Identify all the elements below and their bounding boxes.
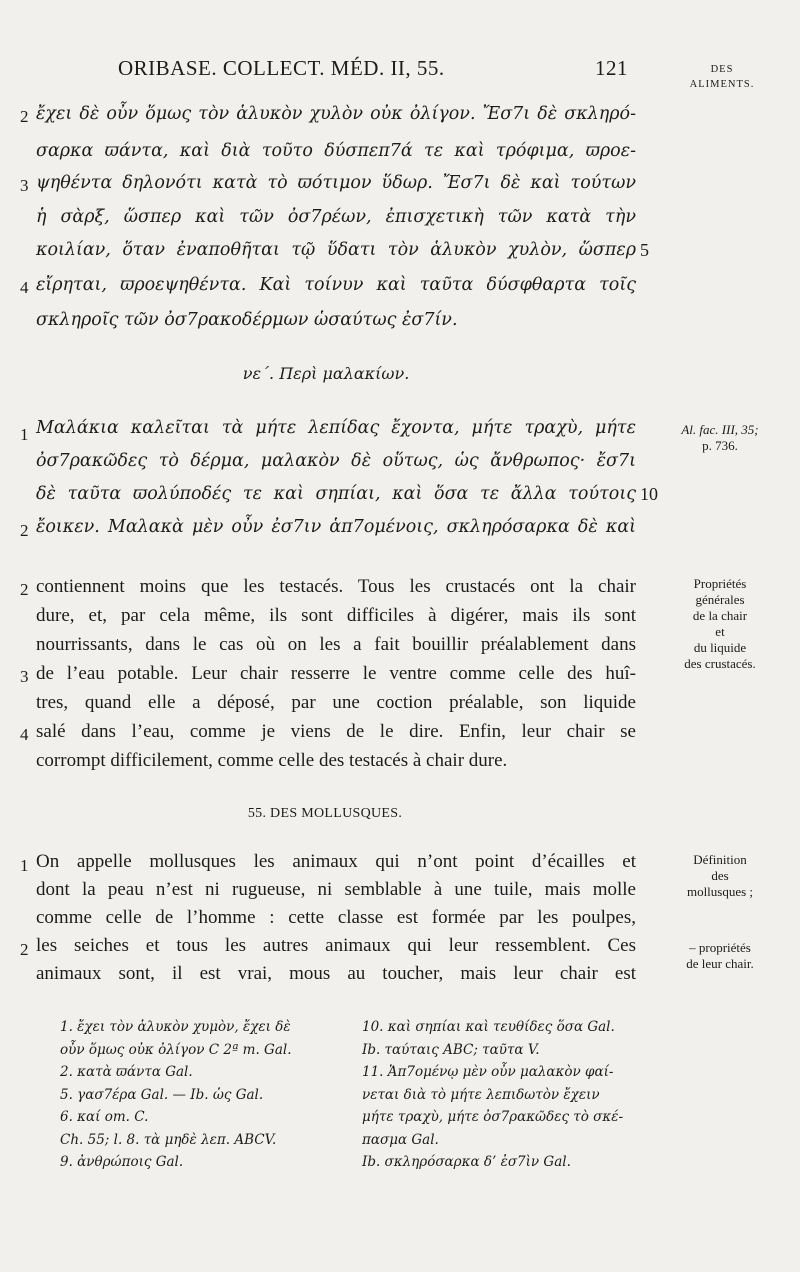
greek-line: ψηθέντα δηλονότι κατὰ τὸ ϖότιμον ὕδωρ. Ἔσ7ι δὲ καὶ τούτων — [36, 173, 636, 193]
greek-line: ἔοικεν. Μαλακὰ μὲν οὖν ἐσ7ιν ἁπ7ομένοις, σκληρόσαρκα δὲ καὶ — [36, 517, 636, 537]
side-note-line: p. 736. — [702, 438, 738, 453]
footnote-line: μήτε τραχὺ, μήτε ὀσ7ρακῶδες τὸ σκέ- — [362, 1109, 624, 1125]
side-note-definition — [658, 852, 782, 900]
paragraph-number: 3 — [20, 176, 29, 195]
greek-line: σαρκα ϖάντα, καὶ διὰ τοῦτο δύσπεπ7ά τε καὶ τρόφιμα, ϖροε- — [36, 141, 636, 161]
side-note-line: du liquide — [693, 640, 747, 655]
french-line: les seiches et tous les autres animaux qui leur ressemblent. Ces — [36, 935, 636, 956]
footnote-line: 6. καί om. C. — [60, 1109, 149, 1125]
side-note-line: – propriétés — [689, 940, 751, 955]
page-number: 121 — [595, 56, 628, 80]
french-line: tres, quand elle a déposé, par une coction préalable, son liquide — [36, 692, 636, 713]
greek-section-title: νε΄. Περὶ μαλακίων. — [242, 364, 410, 383]
footnote-line: Ch. 55; l. 8. τὰ μηδὲ λεπ. ABCV. — [60, 1131, 277, 1148]
paragraph-number: 4 — [20, 278, 29, 297]
french-line: corrompt difficilement, comme celle des testacés à chair dure. — [36, 750, 508, 771]
margin-heading-line: ALIMENTS. — [689, 79, 755, 90]
french-line: dure, et, par cela même, ils sont difficiles à digérer, mais ils sont — [36, 605, 636, 626]
side-note-reference — [658, 422, 782, 454]
greek-line: ἡ σὰρξ, ὥσπερ καὶ τῶν ὀσ7ρέων, ἐπισχετικὴ τῶν κατὰ τὴν — [36, 207, 636, 227]
footnote-line: 2. κατὰ ϖάντα Gal. — [60, 1064, 193, 1080]
side-note-line: générales — [695, 592, 745, 607]
greek-line: σκληροῖς τῶν ὀσ7ρακοδέρμων ὡσαύτως ἐσ7ίν. — [36, 310, 458, 330]
paragraph-number: 4 — [20, 725, 29, 744]
side-note-line: de leur chair. — [686, 956, 754, 971]
footnote-line: 5. γασ7έρα Gal. — Ib. ὡς Gal. — [60, 1086, 264, 1103]
french-line: comme celle de l’homme : cette classe est formée par les poulpes, — [36, 907, 636, 928]
greek-line: ὀσ7ρακῶδες τὸ δέρμα, μαλακὸν δὲ οὕτως, ὡς ἄνθρωπος· ἔσ7ι — [36, 451, 636, 471]
line-number: 10 — [640, 484, 658, 504]
margin-heading-line: DES — [710, 64, 734, 75]
greek-line: κοιλίαν, ὅταν ἐναποθῆται τῷ ὕδατι τὸν ἁλυκὸν χυλὸν, ὥσπερ — [36, 240, 636, 260]
french-line: animaux sont, il est vrai, mous au toucher, mais leur chair est — [36, 963, 636, 984]
paragraph-number: 2 — [20, 580, 29, 599]
footnotes-left — [60, 1016, 340, 1174]
footnote-line: 9. ἀνθρώποις Gal. — [60, 1154, 184, 1170]
side-note-line: mollusques ; — [686, 884, 754, 899]
side-note-line: des — [711, 868, 729, 883]
side-note-crustaces — [658, 576, 782, 672]
paragraph-number: 1 — [20, 856, 29, 875]
french-line: salé dans l’eau, comme je viens de le dire. Enfin, leur chair se — [36, 721, 636, 742]
margin-heading — [672, 62, 772, 92]
french-section-title: 55. DES MOLLUSQUES. — [247, 806, 403, 821]
paragraph-number: 2 — [20, 107, 29, 126]
side-note-line: Al. fac. III, 35; — [681, 422, 759, 437]
french-line: dont la peau n’est ni rugueuse, ni semblable à une tuile, mais molle — [36, 879, 636, 900]
greek-line: ἔχει δὲ οὖν ὅμως τὸν ἁλυκὸν χυλὸν οὐκ ὀλίγον. Ἔσ7ι δὲ σκληρό- — [36, 104, 636, 124]
footnote-line: πασμα Gal. — [362, 1131, 439, 1148]
french-line: nourrissants, dans le cas où on les a fait bouillir préalablement dans — [36, 634, 636, 655]
footnote-line: Ib. ταύταις ABC; ταῦτα V. — [362, 1041, 540, 1058]
footnote-line: 11. Ἁπ7ομένῳ μὲν οὖν μαλακὸν φαί- — [362, 1064, 614, 1080]
greek-line: Μαλάκια καλεῖται τὰ μήτε λεπίδας ἔχοντα, μήτε τραχὺ, μήτε — [36, 418, 636, 438]
footnote-line: οὖν ὅμως οὐκ ὀλίγον C 2ª m. Gal. — [60, 1041, 292, 1058]
side-note-line: Propriétés — [693, 576, 747, 591]
side-note-line: des crustacés. — [684, 656, 756, 671]
footnote-line: Ib. σκληρόσαρκα δ’ ἐσ7ὶν Gal. — [362, 1154, 571, 1170]
paragraph-number: 2 — [20, 521, 29, 540]
side-note-line: Définition — [693, 852, 747, 867]
side-note-chair — [658, 940, 782, 972]
footnote-line: 1. ἔχει τὸν ἁλυκὸν χυμὸν, ἔχει δὲ — [60, 1019, 291, 1035]
footnote-line: 10. καὶ σηπίαι καὶ τευθίδες ὅσα Gal. — [362, 1019, 615, 1035]
running-header — [118, 56, 628, 86]
line-number: 5 — [640, 240, 649, 260]
french-line: On appelle mollusques les animaux qui n’ont point d’écailles et — [36, 851, 636, 872]
paragraph-number: 3 — [20, 667, 29, 686]
greek-line: δὲ ταῦτα ϖολύποδές τε καὶ σηπίαι, καὶ ὅσα τε ἄλλα τούτοις — [36, 484, 636, 504]
paragraph-number: 2 — [20, 940, 29, 959]
side-note-line: et — [715, 624, 725, 639]
paragraph-number: 1 — [20, 425, 29, 444]
side-note-line: de la chair — [692, 608, 748, 623]
footnotes-right — [362, 1016, 652, 1174]
french-line: de l’eau potable. Leur chair resserre le ventre comme celle des huî- — [36, 663, 636, 684]
footnote-line: νεται διὰ τὸ μήτε λεπιδωτὸν ἔχειν — [362, 1086, 600, 1103]
french-line: contiennent moins que les testacés. Tous les crustacés ont la chair — [36, 576, 636, 597]
running-title: ORIBASE. COLLECT. MÉD. II, 55. — [118, 56, 445, 80]
greek-line: εἴρηται, ϖροεψηθέντα. Καὶ τοίνυν καὶ ταῦτα δύσφθαρτα τοῖς — [36, 275, 636, 295]
